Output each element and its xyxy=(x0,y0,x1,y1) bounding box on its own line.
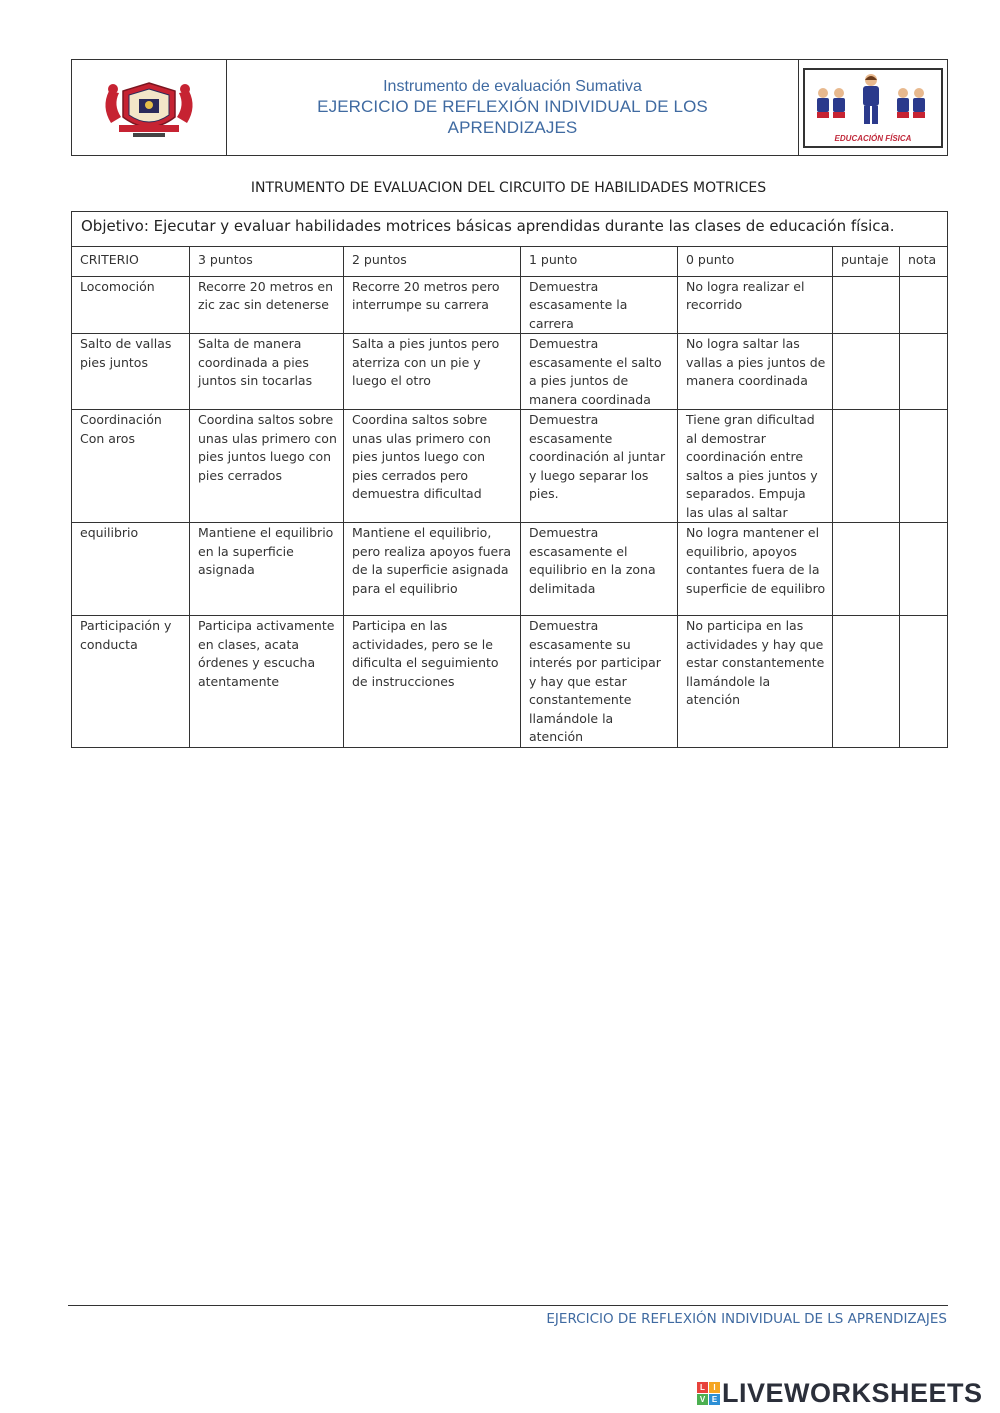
cell-2-puntos: Salta a pies juntos pero aterriza con un pie y luego el otro xyxy=(344,334,521,410)
table-row xyxy=(72,334,948,410)
cell-2-puntos: Coordina saltos sobre unas ulas primero con pies juntos luego con pies cerrados pero demuestra dificultad xyxy=(344,410,521,523)
header-2-puntos: 2 puntos xyxy=(344,247,521,277)
cell-1-punto: Demuestra escasamente el equilibrio en la zona delimitada xyxy=(521,523,678,616)
cell-criterio: equilibrio xyxy=(72,523,190,616)
cell-criterio: Coordinación Con aros xyxy=(72,410,190,523)
pe-logo-cell xyxy=(798,60,947,155)
cell-1-punto: Demuestra escasamente coordinación al juntar y luego separar los pies. xyxy=(521,410,678,523)
instrument-title: INTRUMENTO DE EVALUACION DEL CIRCUITO DE HABILIDADES MOTRICES xyxy=(250,180,767,196)
cell-nota[interactable] xyxy=(900,410,948,523)
school-crest-icon xyxy=(99,77,199,139)
header-criterio: CRITERIO xyxy=(72,247,190,277)
table-row xyxy=(72,616,948,748)
liveworksheets-wordmark: LIVEWORKSHEETS xyxy=(722,1378,983,1408)
header-puntaje: puntaje xyxy=(833,247,900,277)
cell-2-puntos: Participa en las actividades, pero se le dificulta el seguimiento de instrucciones xyxy=(344,616,521,748)
cell-1-punto: Demuestra escasamente la carrera xyxy=(521,276,678,334)
footer-divider xyxy=(68,1305,948,1306)
school-crest-cell xyxy=(72,60,227,155)
cell-criterio: Participación y conducta xyxy=(72,616,190,748)
cell-puntaje[interactable] xyxy=(833,523,900,616)
cell-2-puntos: Mantiene el equilibrio, pero realiza apoyos fuera de la superficie asignada para el equilibrio xyxy=(344,523,521,616)
header-0-punto: 0 punto xyxy=(678,247,833,277)
cell-0-punto: Tiene gran dificultad al demostrar coordinación entre saltos a pies juntos y separados. Empuja las ulas al saltar xyxy=(678,410,833,523)
kids-illustration-icon xyxy=(805,70,937,130)
liveworksheets-brand xyxy=(697,1378,983,1408)
logo-letter-l: L xyxy=(697,1382,708,1393)
cell-3-puntos: Mantiene el equilibrio en la superficie asignada xyxy=(190,523,344,616)
cell-puntaje[interactable] xyxy=(833,334,900,410)
cell-nota[interactable] xyxy=(900,276,948,334)
header-1-punto: 1 punto xyxy=(521,247,678,277)
header-line-1: Instrumento de evaluación Sumativa xyxy=(383,78,642,95)
cell-3-puntos: Participa activamente en clases, acata órdenes y escucha atentamente xyxy=(190,616,344,748)
table-header-row xyxy=(72,247,948,277)
cell-3-puntos: Salta de manera coordinada a pies juntos sin tocarlas xyxy=(190,334,344,410)
pe-logo-caption: EDUCACIÓN FÍSICA xyxy=(834,133,912,143)
objective-text: Objetivo: Ejecutar y evaluar habilidades motrices básicas aprendidas durante las clases de educación física. xyxy=(72,212,948,247)
cell-0-punto: No logra mantener el equilibrio, apoyos contantes fuera de la superficie de equilibro xyxy=(678,523,833,616)
logo-letter-v: V xyxy=(697,1394,708,1405)
table-row xyxy=(72,523,948,616)
header-title-block xyxy=(227,60,798,155)
cell-nota[interactable] xyxy=(900,523,948,616)
header-3-puntos: 3 puntos xyxy=(190,247,344,277)
cell-1-punto: Demuestra escasamente su interés por participar y hay que estar constantemente llamándole la atención xyxy=(521,616,678,748)
physical-education-logo xyxy=(803,68,943,148)
header-nota: nota xyxy=(900,247,948,277)
cell-puntaje[interactable] xyxy=(833,410,900,523)
objective-row xyxy=(72,212,948,247)
cell-criterio: Salto de vallas pies juntos xyxy=(72,334,190,410)
table-row xyxy=(72,410,948,523)
cell-0-punto: No logra realizar el recorrido xyxy=(678,276,833,334)
evaluation-rubric-table xyxy=(71,211,948,748)
cell-0-punto: No participa en las actividades y hay que estar constantemente llamándole la atención xyxy=(678,616,833,748)
footer-text: EJERCICIO DE REFLEXIÓN INDIVIDUAL DE LS APRENDIZAJES xyxy=(546,1311,947,1327)
header-line-3: APRENDIZAJES xyxy=(447,118,578,137)
document-header xyxy=(71,59,948,156)
liveworksheets-logo-icon xyxy=(697,1382,720,1405)
cell-puntaje[interactable] xyxy=(833,616,900,748)
cell-2-puntos: Recorre 20 metros pero interrumpe su carrera xyxy=(344,276,521,334)
cell-3-puntos: Recorre 20 metros en zic zac sin detenerse xyxy=(190,276,344,334)
logo-letter-i: I xyxy=(709,1382,720,1393)
cell-1-punto: Demuestra escasamente el salto a pies juntos de manera coordinada xyxy=(521,334,678,410)
cell-0-punto: No logra saltar las vallas a pies juntos de manera coordinada xyxy=(678,334,833,410)
cell-criterio: Locomoción xyxy=(72,276,190,334)
cell-nota[interactable] xyxy=(900,616,948,748)
cell-3-puntos: Coordina saltos sobre unas ulas primero con pies juntos luego con pies cerrados xyxy=(190,410,344,523)
header-line-2: EJERCICIO DE REFLEXIÓN INDIVIDUAL DE LOS xyxy=(317,97,708,116)
table-row xyxy=(72,276,948,334)
logo-letter-e: E xyxy=(709,1394,720,1405)
cell-puntaje[interactable] xyxy=(833,276,900,334)
cell-nota[interactable] xyxy=(900,334,948,410)
